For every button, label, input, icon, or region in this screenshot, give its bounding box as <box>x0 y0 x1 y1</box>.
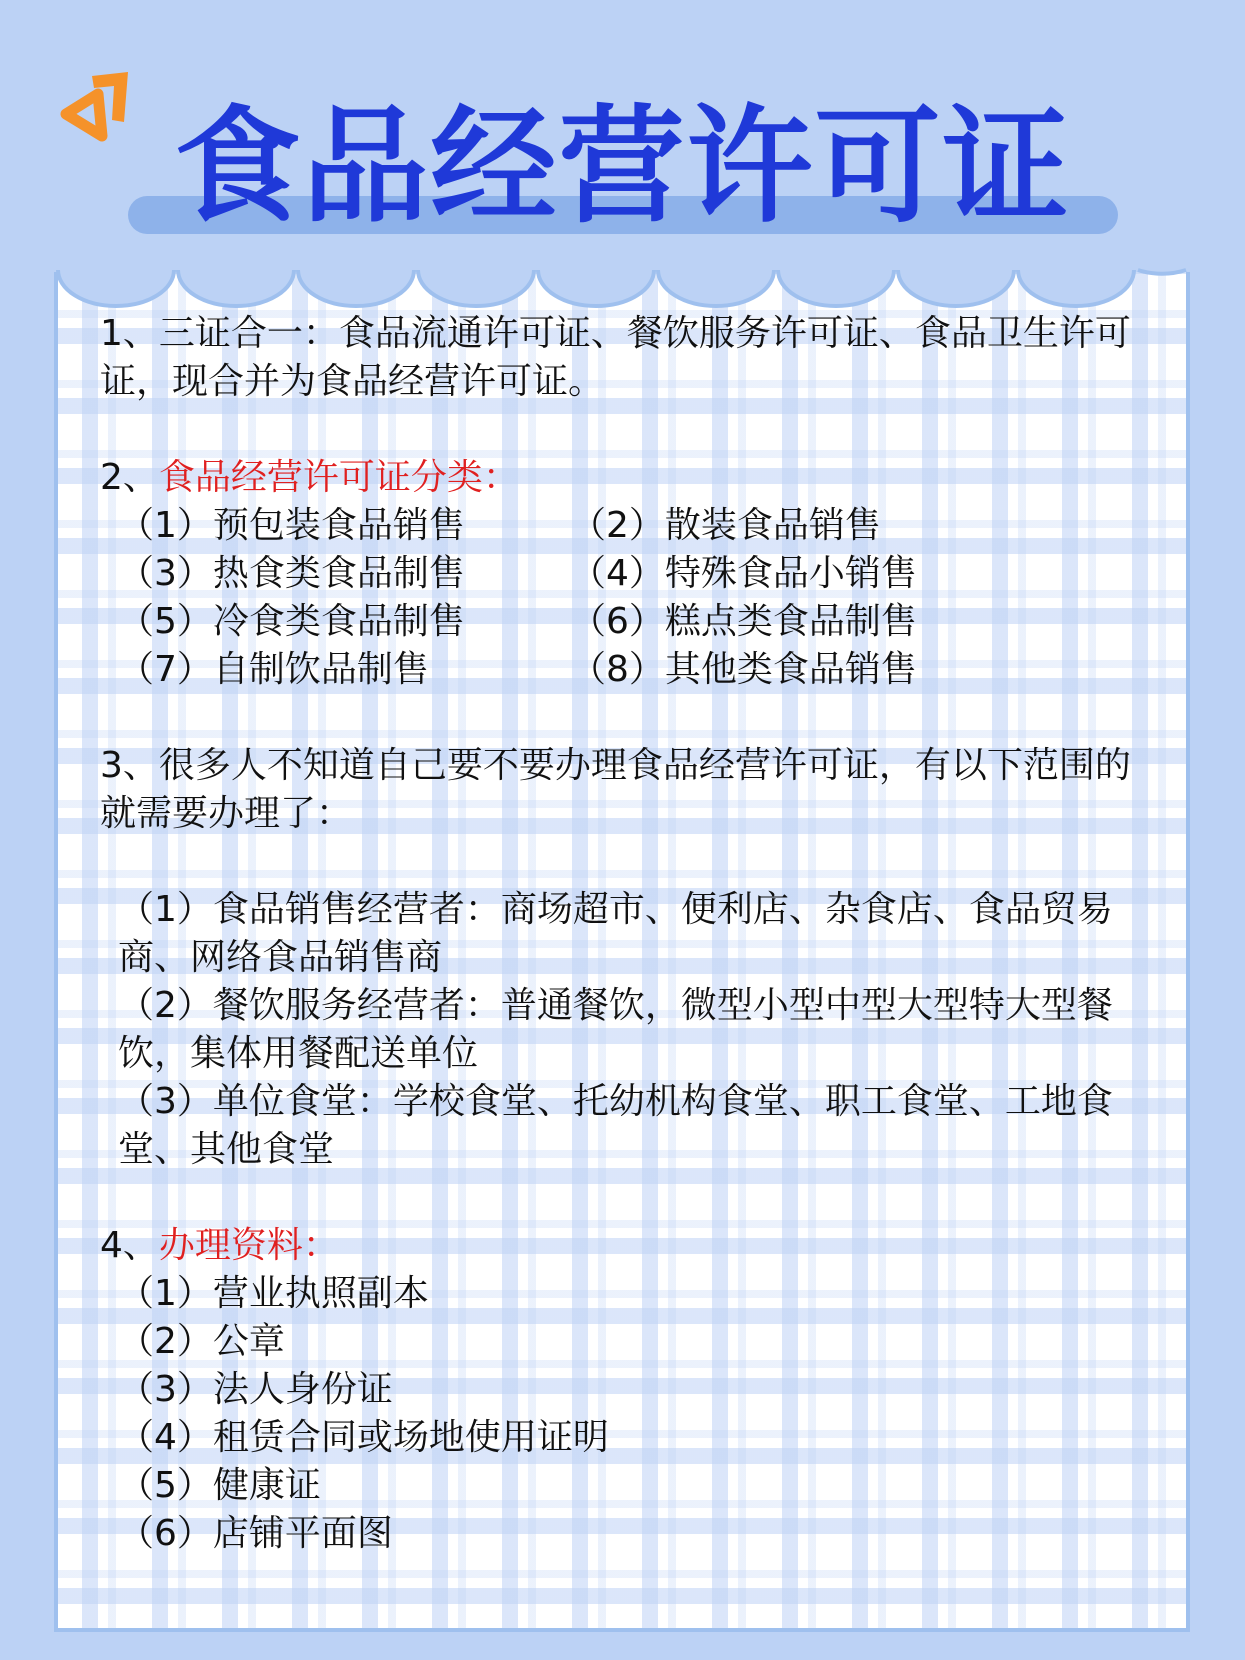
category-item: （2）散装食品销售 <box>570 505 881 546</box>
document-item: （5）健康证 <box>118 1465 321 1506</box>
page-title: 食品经营许可证 <box>174 93 1071 240</box>
section4-prefix: 4、 <box>100 1225 159 1266</box>
section2-title: 食品经营许可证分类： <box>158 457 519 498</box>
section2-heading <box>100 454 1140 502</box>
category-row <box>100 550 1140 598</box>
document-item: （2）公章 <box>118 1321 285 1362</box>
scallop-edge <box>54 262 1190 308</box>
document-item: （4）租赁合同或场地使用证明 <box>118 1417 609 1458</box>
category-item: （4）特殊食品小销售 <box>570 553 917 594</box>
category-item: （5）冷食类食品制售 <box>118 601 465 642</box>
content-body <box>100 310 1140 1558</box>
section3-intro: 3、很多人不知道自己要不要办理食品经营许可证，有以下范围的就需要办理了： <box>100 745 1131 834</box>
section4-heading <box>100 1222 1140 1270</box>
section2-prefix: 2、 <box>100 457 159 498</box>
category-row <box>100 646 1140 694</box>
section1-text: 1、三证合一：食品流通许可证、餐饮服务许可证、食品卫生许可证，现合并为食品经营许可证。 <box>100 313 1131 402</box>
category-row <box>100 598 1140 646</box>
category-item: （8）其他类食品销售 <box>570 649 917 690</box>
scope-item: （2）餐饮服务经营者：普通餐饮，微型小型中型大型特大型餐饮，集体用餐配送单位 <box>118 985 1113 1074</box>
document-item: （3）法人身份证 <box>118 1369 393 1410</box>
document-item: （1）营业执照副本 <box>118 1273 429 1314</box>
category-item: （1）预包装食品销售 <box>118 505 465 546</box>
category-item: （6）糕点类食品制售 <box>570 601 917 642</box>
category-row <box>100 502 1140 550</box>
section4-title: 办理资料： <box>158 1225 339 1266</box>
scope-item: （1）食品销售经营者：商场超市、便利店、杂食店、食品贸易商、网络食品销售商 <box>118 889 1113 978</box>
document-item: （6）店铺平面图 <box>118 1513 393 1554</box>
scope-item: （3）单位食堂：学校食堂、托幼机构食堂、职工食堂、工地食堂、其他食堂 <box>118 1081 1113 1170</box>
category-item: （7）自制饮品制售 <box>118 649 429 690</box>
category-item: （3）热食类食品制售 <box>118 553 465 594</box>
